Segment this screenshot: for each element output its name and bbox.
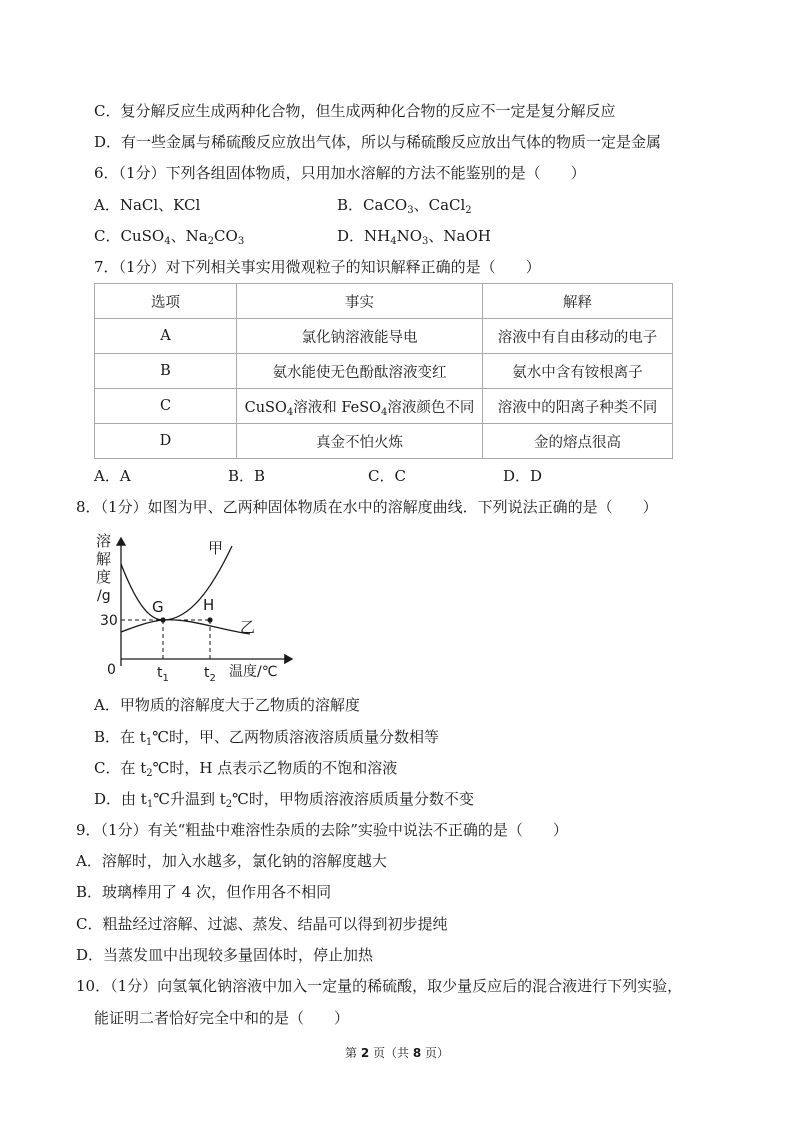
point-g-dot — [160, 617, 165, 622]
q5-option-d: D．有一些金属与稀硫酸反应放出气体，所以与稀硫酸反应放出气体的物质一定是金属 — [94, 133, 662, 151]
q6-option-b: B．CaCO$_3$、CaCl$_2$ — [337, 196, 472, 216]
x-axis-label: 温度/℃ — [229, 664, 278, 680]
q7-choice-a: A．A — [94, 467, 131, 485]
table-cell-fact: 氯化钠溶液能导电 — [237, 319, 483, 354]
q8-option-a: A．甲物质的溶解度大于乙物质的溶解度 — [94, 696, 360, 714]
point-g-label: G — [152, 598, 164, 616]
table-row — [95, 354, 673, 389]
q5-option-c: C．复分解反应生成两种化合物，但生成两种化合物的反应不一定是复分解反应 — [94, 102, 616, 120]
curve-jia — [121, 546, 232, 620]
q7-choice-b: B．B — [228, 467, 266, 485]
page-footer: 第 2 页（共 8 页） — [344, 1046, 449, 1060]
table-cell-explanation: 溶液中有自由移动的电子 — [483, 319, 673, 354]
table-header-row — [95, 284, 673, 319]
q9-option-a: A．溶解时，加入水越多，氯化钠的溶解度越大 — [76, 852, 387, 870]
y-axis-label-unit: /g — [97, 588, 111, 604]
table-row — [95, 319, 673, 354]
table-cell-explanation: 溶液中的阳离子种类不同 — [483, 389, 673, 424]
q6-option-d: D．$NH_4NO_3$、NaOH — [337, 227, 491, 247]
q6-option-c: C．CuSO$_4$、$Na_2CO_3$ — [94, 227, 245, 247]
page-total: 8 — [412, 1046, 422, 1060]
table-cell-option: B — [95, 354, 237, 389]
curve-yi — [121, 620, 250, 634]
page-number: 2 — [360, 1046, 370, 1060]
q8-stem: 8．（1分）如图为甲、乙两种固体物质在水中的溶解度曲线．下列说法正确的是（ ） — [76, 498, 658, 516]
table-cell-explanation: 氨水中含有铵根离子 — [483, 354, 673, 389]
q8-option-b: B．在 $t_1℃$时，甲、乙两物质溶液溶质质量分数相等 — [94, 728, 439, 748]
y-axis-label-3: 度 — [96, 568, 112, 586]
table-cell-explanation: 金的熔点很高 — [483, 424, 673, 459]
q9-option-b: B．玻璃棒用了 4 次，但作用各不相同 — [76, 883, 332, 901]
y-axis-label-2: 解 — [96, 550, 112, 568]
q7-table — [94, 283, 673, 459]
table-header-cell: 解释 — [483, 284, 673, 319]
q9-option-c: C．粗盐经过溶解、过滤、蒸发、结晶可以得到初步提纯 — [76, 915, 448, 933]
table-cell-fact: CuSO$_4$溶液和 FeSO$_4$溶液颜色不同 — [237, 389, 483, 424]
table-cell-option: D — [95, 424, 237, 459]
y-axis-label-1: 溶 — [96, 532, 112, 550]
table-cell-option: C — [95, 389, 237, 424]
q7-choice-c: C．C — [368, 467, 406, 485]
curve-jia-label: 甲 — [208, 539, 224, 557]
origin-label: 0 — [107, 662, 116, 678]
q6-option-a: A．NaCl、KCl — [94, 196, 201, 214]
x-tick-t2: $t_2$ — [204, 665, 216, 684]
q9-option-d: D．当蒸发皿中出现较多量固体时，停止加热 — [76, 946, 374, 964]
table-header-cell: 选项 — [95, 284, 237, 319]
q8-option-d: D．由 $t_1℃$升温到 $t_2℃$时，甲物质溶液溶质质量分数不变 — [94, 790, 474, 810]
point-h-dot — [207, 617, 212, 622]
q7-choice-d: D．D — [503, 467, 543, 485]
q7-stem: 7．（1分）对下列相关事实用微观粒子的知识解释正确的是（ ） — [94, 258, 541, 276]
curve-yi-label: 乙 — [240, 618, 256, 636]
q8-option-c: C．在 $t_2℃$时，H 点表示乙物质的不饱和溶液 — [94, 759, 398, 779]
table-row — [95, 389, 673, 424]
table-header-cell: 事实 — [237, 284, 483, 319]
q10-stem-line2: 能证明二者恰好完全中和的是（ ） — [94, 1009, 350, 1027]
table-row — [95, 424, 673, 459]
point-h-label: H — [203, 596, 215, 614]
x-tick-t1: $t_1$ — [157, 665, 169, 684]
q9-stem: 9．（1分）有关“粗盐中难溶性杂质的去除”实验中说法不正确的是（ ） — [76, 821, 568, 839]
table-cell-fact: 氨水能使无色酚酞溶液变红 — [237, 354, 483, 389]
q10-stem-line1: 10．（1分）向氢氧化钠溶液中加入一定量的稀硫酸，取少量反应后的混合液进行下列实验， — [76, 977, 683, 995]
y-tick-30: 30 — [100, 613, 118, 629]
table-cell-fact: 真金不怕火炼 — [237, 424, 483, 459]
table-cell-option: A — [95, 319, 237, 354]
solubility-graph — [90, 528, 300, 684]
q6-stem: 6．（1分）下列各组固体物质，只用加水溶解的方法不能鉴别的是（ ） — [94, 164, 586, 182]
